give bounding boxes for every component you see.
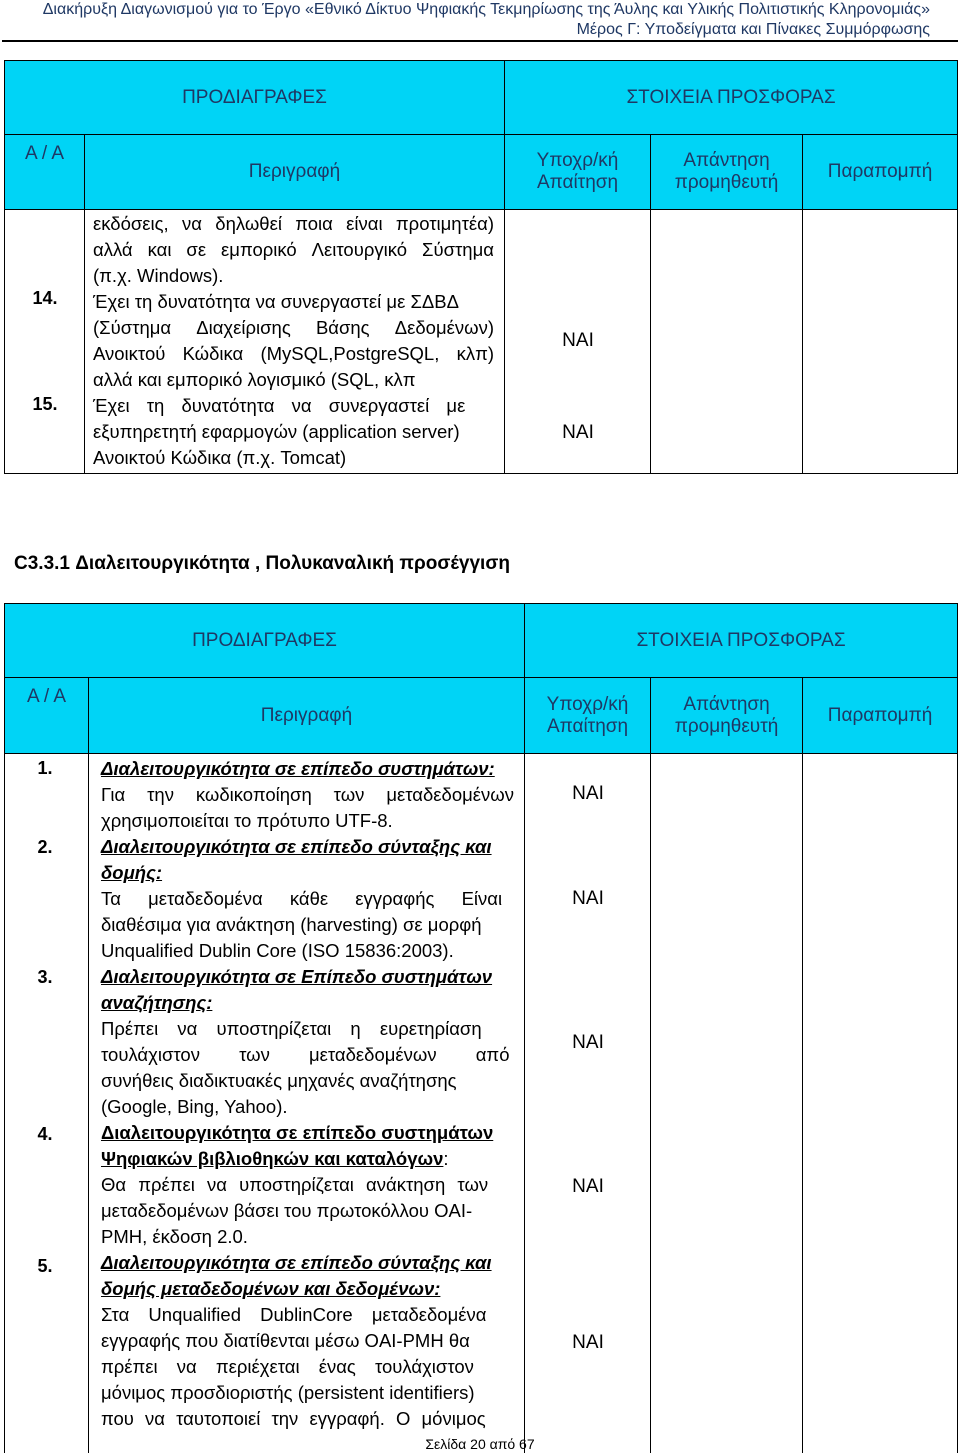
document-title: Διακήρυξη Διαγωνισμού για το Έργο «Εθνικό Δίκτυο Ψηφιακής Τεκμηρίωσης της Άυλης και Υλικής Πολιτιστικής Κληρονομιάς» [42, 1, 930, 18]
aa-column [5, 210, 85, 474]
page-header [0, 0, 960, 42]
specs-header: ΠΡΟΔΙΑΓΡΑΦΕΣ [5, 604, 525, 678]
aa-header: Α / Α [5, 678, 89, 754]
row-number: 2. [37, 837, 53, 857]
answer-column [651, 210, 803, 474]
reference-column [803, 210, 958, 474]
spec-table-1 [4, 60, 958, 474]
reference-header: Παραπομπή [803, 678, 958, 754]
row-number: 15. [32, 394, 58, 414]
answer-column [651, 754, 803, 1453]
requirement-header: Υποχρ/κή Απαίτηση [505, 135, 651, 210]
offer-header: ΣΤΟΙΧΕΙΑ ΠΡΟΣΦΟΡΑΣ [505, 61, 958, 135]
list-item: Διαλειτουργικότητα σε επίπεδο συστημάτων: Για την κωδικοποίηση των μεταδεδομένων χρησιμοποιείται το πρότυπο UTF-8. [101, 758, 514, 831]
offer-header: ΣΤΟΙΧΕΙΑ ΠΡΟΣΦΟΡΑΣ [525, 604, 958, 678]
reference-header: Παραπομπή [803, 135, 958, 210]
requirement-column [525, 754, 651, 1453]
list-item: εκδόσεις, να δηλωθεί ποια είναι προτιμητέα) αλλά και σε εμπορικό Λειτουργικό Σύστημα (π.χ. Windows). [93, 213, 494, 286]
requirement-value: ΝΑΙ [572, 888, 604, 909]
answer-header: Απάντηση προμηθευτή [651, 678, 803, 754]
description-header: Περιγραφή [89, 678, 525, 754]
answer-header: Απάντηση προμηθευτή [651, 135, 803, 210]
requirement-header: Υποχρ/κή Απαίτηση [525, 678, 651, 754]
list-item: Διαλειτουργικότητα σε Επίπεδο συστημάτων αναζήτησης: Πρέπει να υποστηρίζεται η ευρετηρίαση τουλάχιστον των μεταδεδομένων από συνήθεις διαδικτυακές μηχανές αναζήτησης (Google, Bing, Yahoo). [101, 966, 510, 1117]
description-header: Περιγραφή [85, 135, 505, 210]
list-item: Διαλειτουργικότητα σε επίπεδο σύνταξης και δομής μεταδεδομένων και δεδομένων: Στα Unqualified DublinCore μεταδεδομένα εγγραφής που διατίθενται μέσω OAI-PMH θα πρέπει να περιέχεται ένας τουλάχιστον μόνιμος προσδιοριστής (persistent identifiers) που να ταυτοποιεί την εγγραφή. Ο μόνιμος [101, 1252, 492, 1429]
row-number: 1. [37, 758, 53, 778]
section-title: C3.3.1 Διαλειτουργικότητα , Πολυκαναλική προσέγγιση [14, 553, 510, 574]
requirement-value: ΝΑΙ [562, 422, 594, 443]
spec-table-2 [4, 603, 958, 1453]
document-part: Μέρος Γ: Υποδείγματα και Πίνακες Συμμόρφωσης [576, 21, 930, 38]
requirement-value: ΝΑΙ [572, 783, 604, 804]
row-number: 5. [37, 1256, 53, 1276]
header-rule [2, 40, 958, 42]
list-item: Διαλειτουργικότητα σε επίπεδο συστημάτων Ψηφιακών βιβλιοθηκών και καταλόγων: Θα πρέπει να υποστηρίζεται ανάκτηση των μεταδεδομένων βάσει του πρωτοκόλλου OAI- PMH, έκδοση 2.0. [101, 1122, 494, 1247]
requirement-value: ΝΑΙ [572, 1332, 604, 1353]
row-number: 3. [37, 967, 53, 987]
requirement-column [505, 210, 651, 474]
row-number: 14. [32, 288, 58, 308]
row-number: 4. [37, 1124, 53, 1144]
page-footer: Σελίδα 20 από 67 [425, 1436, 535, 1452]
requirement-value: ΝΑΙ [572, 1032, 604, 1053]
reference-column [803, 754, 958, 1453]
list-item: Έχει τη δυνατότητα να συνεργαστεί με εξυπηρετητή εφαρμογών (application server) Ανοικτού Κώδικα (π.χ. Tomcat) [93, 395, 466, 468]
list-item: Έχει τη δυνατότητα να συνεργαστεί με ΣΔΒΔ (Σύστημα Διαχείρισης Βάσης Δεδομένων) Ανοικτού Κώδικα (MySQL,PostgreSQL, κλπ) αλλά και εμπορικό λογισμικό (SQL, κλπ [93, 291, 494, 390]
requirement-value: ΝΑΙ [572, 1176, 604, 1197]
aa-header: Α / Α [5, 135, 85, 210]
aa-column [5, 754, 89, 1453]
specs-header: ΠΡΟΔΙΑΓΡΑΦΕΣ [5, 61, 505, 135]
requirement-value: ΝΑΙ [562, 330, 594, 351]
list-item: Διαλειτουργικότητα σε επίπεδο σύνταξης και δομής: Τα μεταδεδομένα κάθε εγγραφής Είναι διαθέσιμα για ανάκτηση (harvesting) σε μορφή Unqualified Dublin Core (ISO 15836:2003). [101, 836, 503, 961]
description-column [89, 754, 525, 1453]
description-column [85, 210, 505, 474]
